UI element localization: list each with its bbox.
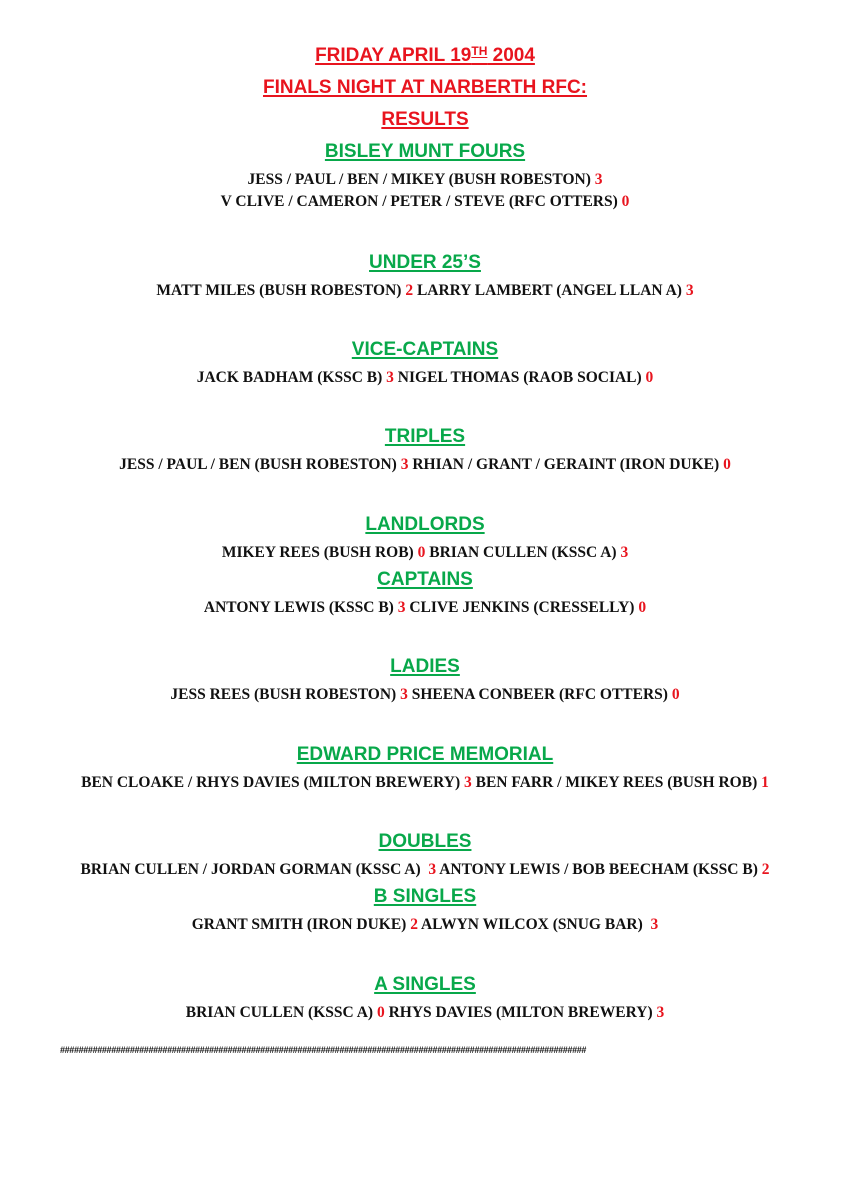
score-b: 0 — [621, 193, 630, 210]
score-a: 2 — [410, 916, 418, 933]
header-date — [0, 44, 850, 67]
score-b: 2 — [761, 861, 770, 878]
team-a: ANTONY LEWIS (KSSC B) — [203, 599, 398, 616]
score-a: 3 — [594, 171, 603, 188]
footer-hash-rule: ################################################################################################################# — [60, 1045, 587, 1055]
score-a: 3 — [386, 369, 394, 386]
team-b: ALWYN WILCOX (SNUG BAR) — [417, 916, 651, 933]
team-b: NIGEL THOMAS (RAOB SOCIAL) — [393, 369, 646, 386]
score-b: 1 — [761, 774, 769, 791]
result-line — [0, 544, 850, 562]
team-b: RHIAN / GRANT / GERAINT (IRON DUKE) — [408, 456, 724, 473]
team-a: GRANT SMITH (IRON DUKE) — [191, 916, 411, 933]
team-a: BRIAN CULLEN (KSSC A) — [185, 1004, 377, 1021]
team-a: JACK BADHAM (KSSC B) — [196, 369, 387, 386]
team-a: MIKEY REES (BUSH ROB) — [221, 544, 418, 561]
score-a: 0 — [417, 544, 426, 561]
team-a: MATT MILES (BUSH ROBESTON) — [156, 282, 406, 299]
result-line — [0, 282, 850, 300]
section-title-under-25s: UNDER 25’S — [369, 252, 481, 273]
result-line — [0, 916, 850, 934]
header-date-suffix: TH — [471, 44, 488, 58]
section-title-landlords: LANDLORDS — [365, 514, 485, 535]
team-b: BRIAN CULLEN (KSSC A) — [425, 544, 621, 561]
team-b: BEN FARR / MIKEY REES (BUSH ROB) — [471, 774, 762, 791]
team-b: ANTONY LEWIS / BOB BEECHAM (KSSC B) — [436, 861, 762, 878]
result-line — [0, 369, 850, 387]
section-title-b-singles: B SINGLES — [373, 886, 477, 907]
header-date-year: 2004 — [487, 45, 535, 66]
score-b: 0 — [723, 456, 731, 473]
section-title-edward-price-memorial: EDWARD PRICE MEMORIAL — [296, 744, 554, 765]
result-line — [0, 686, 850, 704]
score-a: 2 — [405, 282, 414, 299]
section-title-triples: TRIPLES — [384, 426, 466, 447]
section-title-doubles: DOUBLES — [378, 831, 472, 852]
team-a: BRIAN CULLEN / JORDAN GORMAN (KSSC A) — [80, 861, 429, 878]
score-b: 3 — [650, 916, 659, 933]
result-line — [0, 599, 850, 617]
score-a: 3 — [397, 599, 406, 616]
team-b: LARRY LAMBERT (ANGEL LLAN A) — [413, 282, 686, 299]
score-a: 3 — [400, 686, 408, 703]
header-date-text: FRIDAY APRIL 19 — [315, 45, 472, 66]
score-b: 3 — [620, 544, 629, 561]
result-line — [0, 193, 850, 211]
result-line — [0, 1004, 850, 1022]
section-title-captains: CAPTAINS — [377, 569, 473, 590]
header-event: FINALS NIGHT AT NARBERTH RFC: — [262, 77, 588, 98]
score-a: 0 — [376, 1004, 385, 1021]
team-a: JESS / PAUL / BEN (BUSH ROBESTON) — [119, 456, 401, 473]
section-title-bisley-munt-fours: BISLEY MUNT FOURS — [324, 141, 526, 162]
score-b: 0 — [638, 599, 647, 616]
team-a: JESS REES (BUSH ROBESTON) — [170, 686, 401, 703]
team-a: JESS / PAUL / BEN / MIKEY (BUSH ROBESTON) — [247, 171, 595, 188]
section-title-ladies: LADIES — [390, 656, 460, 677]
score-a: 3 — [400, 456, 409, 473]
team-a: BEN CLOAKE / RHYS DAVIES (MILTON BREWERY) — [81, 774, 464, 791]
team-b: V CLIVE / CAMERON / PETER / STEVE (RFC OTTERS) — [220, 193, 622, 210]
section-title-vice-captains: VICE-CAPTAINS — [351, 339, 499, 360]
score-b: 0 — [671, 686, 680, 703]
team-b: SHEENA CONBEER (RFC OTTERS) — [407, 686, 672, 703]
team-b: CLIVE JENKINS (CRESSELLY) — [405, 599, 639, 616]
score-a: 3 — [464, 774, 472, 791]
result-line — [0, 171, 850, 189]
score-b: 3 — [656, 1004, 665, 1021]
score-a: 3 — [428, 861, 437, 878]
result-line — [0, 456, 850, 474]
result-line — [0, 774, 850, 792]
team-b: RHYS DAVIES (MILTON BREWERY) — [384, 1004, 657, 1021]
result-line — [0, 861, 850, 879]
score-b: 0 — [645, 369, 654, 386]
score-b: 3 — [685, 282, 694, 299]
header-results: RESULTS — [381, 109, 469, 130]
section-title-a-singles: A SINGLES — [374, 974, 476, 995]
